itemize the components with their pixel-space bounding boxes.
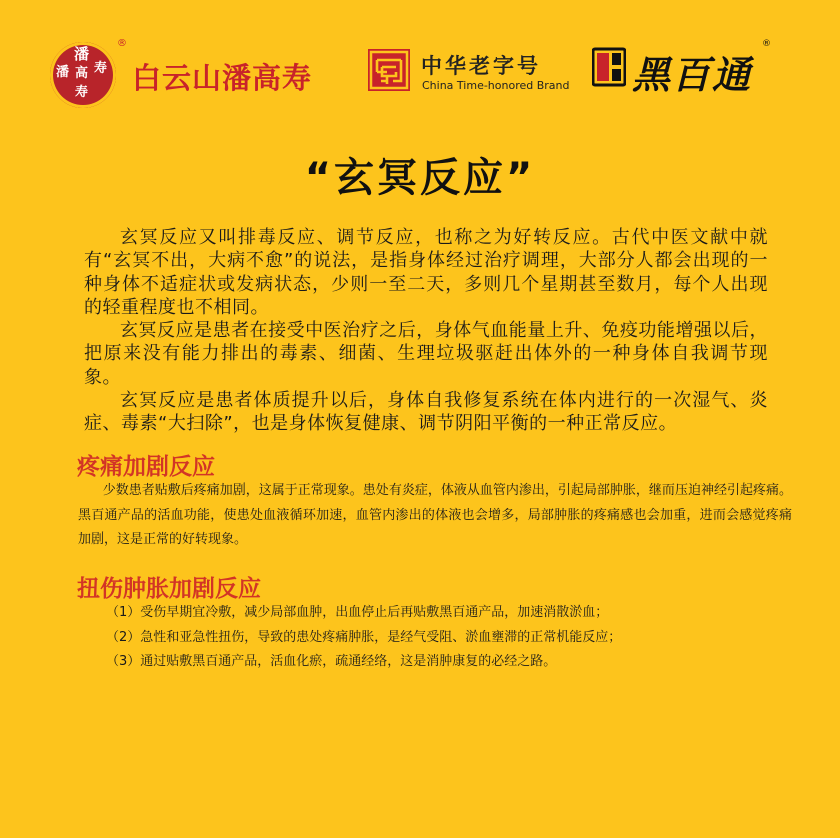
time-honored-brand-icon: [367, 48, 411, 92]
product-brand-name: 黑百通: [632, 52, 753, 97]
seal-char-right: 寿: [94, 61, 108, 76]
list-item: （1）受伤早期宜冷敷，减少局部血肿，出血停止后再贴敷黑百通产品，加速消散淤血；: [106, 605, 609, 620]
intro-paragraph: 玄冥反应又叫排毒反应、调节反应，也称之为好转反应。古代中医文献中就有“玄冥不出，大病不愈”的说法，是指身体经过治疗调理，大部分人都会出现的一种身体不适症状或发病状态，少则一至二天，多则几个星期甚至数月，每个人出现的轻重程度也不相同。: [84, 227, 768, 318]
seal-char-left: 潘: [56, 65, 70, 80]
time-honored-brand-en: China Time-honored Brand: [422, 79, 570, 92]
time-honored-brand-cn: 中华老字号: [421, 54, 541, 78]
product-registered-mark: ®: [762, 39, 771, 49]
seal-char-top: 潘: [74, 45, 90, 63]
sprain-reaction-list: [78, 601, 792, 675]
pain-reaction-heading: 疼痛加剧反应: [77, 454, 215, 480]
pain-reaction-body: [78, 479, 792, 553]
intro-paragraph: 玄冥反应是患者体质提升以后，身体自我修复系统在体内进行的一次湿气、炎症、毒素“大扫除”，也是身体恢复健康、调节阴阳平衡的一种正常反应。: [84, 390, 768, 435]
seal-char-center: 高: [75, 66, 89, 81]
page-title: “玄冥反应”: [304, 155, 536, 201]
heibaitong-mark-icon: [592, 47, 626, 87]
registered-mark: ®: [117, 38, 127, 49]
panggaoshou-seal-logo: [50, 42, 116, 108]
intro-paragraph: 玄冥反应是患者在接受中医治疗之后，身体气血能量上升、免疫功能增强以后，把原来没有能力排出的毒素、细菌、生理垃圾驱赶出体外的一种身体自我调节现象。: [84, 320, 768, 388]
intro-text: [84, 226, 768, 436]
brand-name: 白云山潘高寿: [132, 61, 313, 95]
sprain-reaction-heading: 扭伤肿胀加剧反应: [77, 576, 261, 602]
list-item: （2）急性和亚急性扭伤，导致的患处疼痛肿胀，是经气受阻、淤血壅滞的正常机能反应；: [106, 629, 622, 645]
list-item: （3）通过贴敷黑百通产品，活血化瘀，疏通经络，这是消肿康复的必经之路。: [106, 654, 557, 669]
seal-char-bottom: 寿: [75, 85, 89, 100]
pain-reaction-paragraph: 少数患者贴敷后疼痛加剧，这属于正常现象。患处有炎症，体液从血管内渗出，引起局部肿胀，继而压迫神经引起疼痛。黑百通产品的活血功能，使患处血液循环加速，血管内渗出的体液也会增多，局部肿胀的疼痛感也会加重，进而会感觉疼痛加剧，这是正常的好转现象。: [78, 483, 792, 547]
